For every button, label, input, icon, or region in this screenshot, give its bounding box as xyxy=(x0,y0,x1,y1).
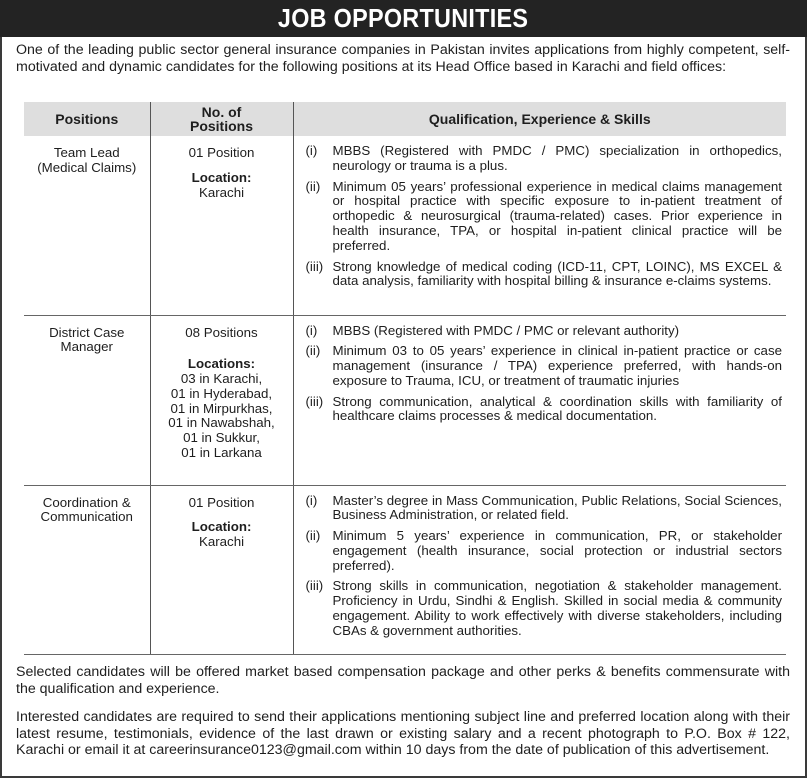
qualification-number: (iii) xyxy=(305,258,324,274)
qualification-number: (iii) xyxy=(305,578,324,594)
qualification-item xyxy=(306,144,783,174)
header-count xyxy=(150,102,293,136)
location-item: 01 in Larkana xyxy=(181,445,262,461)
compensation-paragraph: Selected candidates will be offered market based compensation package and other perks & benefits commensurate with the qualification and experience. xyxy=(16,664,790,697)
qualification-number: (iii) xyxy=(305,393,324,409)
location-label: Locations: xyxy=(187,356,256,372)
qualification-item xyxy=(306,529,783,573)
location-item: Karachi xyxy=(198,534,245,550)
location-item: 01 in Mirpurkhas, xyxy=(170,400,273,416)
qualification-item xyxy=(306,395,783,425)
location-item: 03 in Karachi, xyxy=(180,371,263,387)
table-row xyxy=(24,136,786,315)
qualification-text: Strong knowledge of medical coding (ICD-11, CPT, LOINC), MS EXCEL & data analysis, familiarity with hospital billing & insurance e-claims systems. xyxy=(332,258,782,289)
table-header-row xyxy=(24,102,786,136)
qualification-item xyxy=(306,344,783,388)
table-row xyxy=(24,315,786,485)
position-count: 01 Position xyxy=(188,145,255,160)
qualification-item xyxy=(306,324,783,339)
qualification-text: Strong skills in communication, negotiation & stakeholder management. Proficiency in Urdu, Sindhi & English. Skilled in social media & community engagement. Ability to work effectively with diverse stakeholders, including CBAs & government authorities. xyxy=(332,578,782,638)
location-label: Location: xyxy=(191,519,252,535)
qualification-number: (i) xyxy=(305,143,318,158)
location-item: 01 in Sukkur, xyxy=(183,430,260,446)
qualification-text: Minimum 03 to 05 years’ experience in clinical in-patient practice or case management (insurance / TPA) experience preferred, with hands-on exposure to Trauma, ICU, or treatment of traumatic injuries xyxy=(332,343,782,388)
qualifications-cell xyxy=(293,485,786,654)
position-title-line2: (Medical Claims) xyxy=(37,159,137,175)
qualification-text: MBBS (Registered with PMDC / PMC or relevant authority) xyxy=(332,322,680,338)
qualification-number: (i) xyxy=(305,492,318,508)
application-paragraph: Interested candidates are required to send their applications mentioning subject line and preferred location along with their latest resume, testimonials, evidence of the last drawn or existing salary and a recent photograph to P.O. Box # 122, Karachi or email it at careerinsurance0123@gmail.com within 10 days from the date of publication of this advertisement. xyxy=(16,709,790,759)
qualification-text: MBBS (Registered with PMDC / PMC) specialization in orthopedics, neurology or trauma is a plus. xyxy=(332,143,782,173)
position-title-line1: District Case xyxy=(49,324,125,340)
header-qualifications: Qualification, Experience & Skills xyxy=(293,102,786,136)
position-title-line1: Coordination & xyxy=(42,494,131,510)
qualification-number: (ii) xyxy=(305,343,321,359)
position-title xyxy=(24,315,150,485)
qualification-number: (i) xyxy=(305,322,318,338)
header-count-line2: Positions xyxy=(189,118,253,134)
position-count: 01 Position xyxy=(188,494,255,510)
location-label: Location: xyxy=(191,169,252,185)
position-count-cell xyxy=(150,485,293,654)
header-count-line1: No. of xyxy=(201,104,242,120)
position-title-line1: Team Lead xyxy=(53,145,120,160)
qualification-number: (ii) xyxy=(305,178,321,194)
position-count-cell xyxy=(150,315,293,485)
location-item: 01 in Nawabshah, xyxy=(168,415,275,431)
qualification-text: Minimum 05 years’ professional experience in medical claims management or hospital practice with specific exposure to in-patient treatment of orthopedic & neurosurgical (trauma-related) cases. Prior experience in health insurance, TPA, or hospital in-patient clinical practice will be preferred. xyxy=(332,178,782,253)
qualification-number: (ii) xyxy=(305,528,321,544)
qualification-text: Master’s degree in Mass Communication, Public Relations, Social Sciences, Business Administration, or related field. xyxy=(332,492,782,523)
location-item: Karachi xyxy=(198,184,245,200)
qualification-item xyxy=(306,579,783,638)
position-title-line2: Communication xyxy=(40,509,133,525)
qualification-text: Minimum 5 years’ experience in communication, PR, or stakeholder engagement (health insurance, social protection or industrial sectors preferred). xyxy=(332,528,782,573)
page-title: JOB OPPORTUNITIES xyxy=(278,3,529,33)
position-title-line2: Manager xyxy=(60,339,113,355)
position-title xyxy=(24,485,150,654)
position-title xyxy=(24,136,150,315)
header-positions: Positions xyxy=(24,102,150,136)
qualifications-cell xyxy=(293,315,786,485)
intro-paragraph: One of the leading public sector general insurance companies in Pakistan invites applications from highly competent, self-motivated and dynamic candidates for the following positions at its Head Office based in Karachi and field offices: xyxy=(16,42,790,75)
qualification-item xyxy=(306,180,783,254)
qualification-item xyxy=(306,260,783,290)
table-row xyxy=(24,485,786,654)
location-item: 01 in Hyderabad, xyxy=(170,385,273,401)
position-count-cell xyxy=(150,136,293,315)
qualification-item xyxy=(306,494,783,524)
title-bar xyxy=(0,0,807,37)
qualifications-cell xyxy=(293,136,786,315)
qualification-text: Strong communication, analytical & coordination skills with familiarity of healthcare claims processes & medical documentation. xyxy=(332,393,782,424)
positions-table xyxy=(24,102,786,655)
position-count: 08 Positions xyxy=(185,324,258,340)
